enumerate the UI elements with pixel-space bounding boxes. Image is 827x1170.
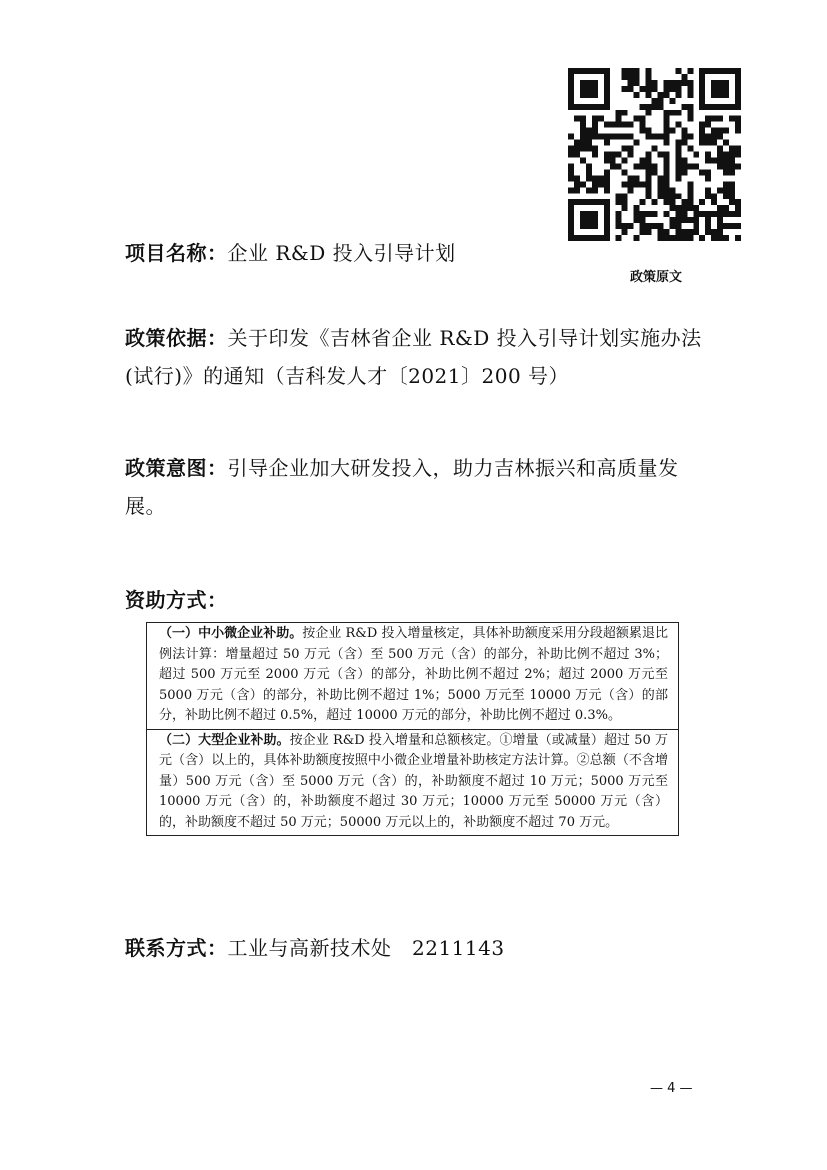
policy-basis-value: 关于印发《吉林省企业 R&D 投入引导计划实施办法(试行)》的通知（吉科发人才〔2021〕200 号）: [125, 326, 702, 388]
policy-basis-label: 政策依据：: [125, 326, 228, 350]
funding-row-large: [147, 729, 678, 836]
project-name-label: 项目名称：: [125, 241, 228, 265]
funding-row-head: （一）中小微企业补助。: [159, 626, 303, 641]
policy-intent-label: 政策意图：: [125, 456, 228, 480]
policy-intent: [125, 449, 715, 525]
policy-intent-value: 引导企业加大研发投入，助力吉林振兴和高质量发展。: [125, 456, 679, 518]
qr-code-icon: [568, 68, 741, 241]
page-number: — 4 —: [650, 1081, 693, 1096]
policy-basis: [125, 319, 715, 395]
contact-info: [125, 929, 715, 967]
qr-caption: 政策原文: [629, 270, 682, 285]
contact-label: 联系方式：: [125, 936, 228, 960]
funding-method-label: 资助方式：: [125, 588, 228, 612]
project-name-value: 企业 R&D 投入引导计划: [227, 241, 456, 265]
contact-value: 工业与高新技术处 2211143: [227, 936, 505, 960]
funding-row-text: 按企业 R&D 投入增量核定，具体补助额度采用分段超额累退比例法计算：增量超过 50 万元（含）至 500 万元（含）的部分，补助比例不超过 3%；超过 500 万元至 2000 万元（含）的部分，补助比例不超过 2%；超过 2000 万元至 5000 万元（含）的部分，补助比例不超过 1%；5000 万元至 10000 万元（含）的部分，补助比例不超过 0.5%，超过 10000 万元的部分，补助比例不超过 0.3%。: [159, 626, 668, 723]
project-name: [125, 234, 715, 272]
funding-row-sme: [147, 623, 678, 729]
funding-table: [146, 622, 679, 836]
funding-row-head: （二）大型企业补助。: [159, 732, 290, 748]
funding-method: [125, 581, 715, 619]
funding-row-text: 按企业 R&D 投入增量和总额核定。①增量（或减量）超过 50 万元（含）以上的，具体补助额度按照中小微企业增量补助核定方法计算。②总额（不含增量）500 万元（含）至 5000 万元（含）的，补助额度不超过 10 万元；5000 万元至 10000 万元（含）的，补助额度不超过 30 万元；10000 万元至 50000 万元（含）的，补助额度不超过 50 万元；50000 万元以上的，补助额度不超过 70 万元。: [159, 732, 668, 830]
